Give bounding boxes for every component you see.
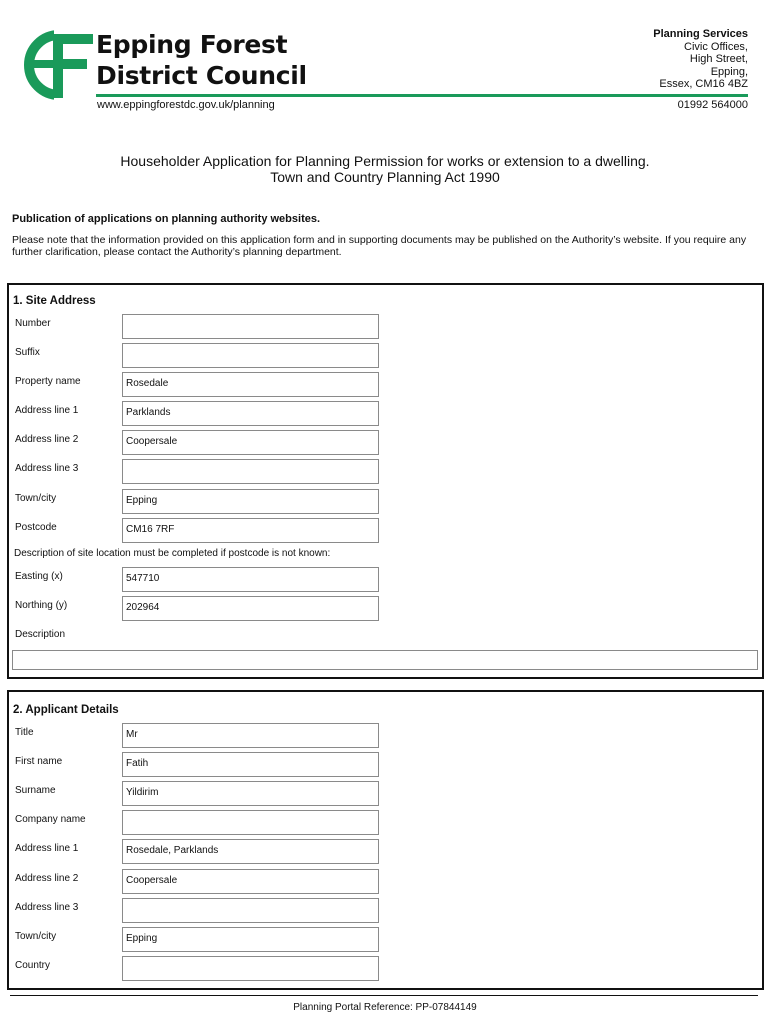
field-label: Surname (15, 785, 56, 796)
title-input[interactable] (122, 723, 379, 748)
council-address (653, 28, 748, 91)
site-address-title: 1. Site Address (13, 295, 96, 307)
field-value: Epping (126, 933, 158, 944)
site-address-line2-input[interactable] (122, 430, 379, 455)
address-line: Essex, CM16 4BZ (659, 78, 748, 91)
field-value: CM16 7RF (126, 524, 175, 535)
field-value: Parklands (126, 407, 171, 418)
address-line: Epping, (710, 65, 748, 78)
field-label: Property name (15, 376, 81, 387)
site-address-line3-input[interactable] (122, 459, 379, 484)
suffix-input[interactable] (122, 343, 379, 368)
field-label: Postcode (15, 522, 57, 533)
council-name-line1: Epping Forest (96, 30, 288, 59)
field-label: Address line 3 (15, 902, 79, 913)
field-value: Fatih (126, 758, 149, 769)
field-label: Address line 1 (15, 843, 79, 854)
company-name-input[interactable] (122, 810, 379, 835)
surname-input[interactable] (122, 781, 379, 806)
portal-reference: Planning Portal Reference: PP-07844149 (293, 1002, 477, 1013)
country-input[interactable] (122, 956, 379, 981)
field-value: Epping (126, 495, 158, 506)
address-line: Civic Offices, (684, 40, 748, 53)
dept-name: Planning Services (653, 28, 748, 40)
field-label: Company name (15, 814, 86, 825)
property-name-input[interactable] (122, 372, 379, 397)
description-label: Description (15, 629, 66, 640)
field-label: Easting (x) (15, 571, 63, 582)
field-label: Address line 3 (15, 463, 79, 474)
number-input[interactable] (122, 314, 379, 339)
northing-input[interactable] (122, 596, 379, 621)
publication-heading: Publication of applications on planning authority websites. (12, 213, 321, 225)
publication-text: Please note that the information provided on this application form and in supporting documents may be published on the Authority’s website. If you require any further clarification, please contact the Authority’s planning department. (12, 234, 747, 258)
council-logo (24, 26, 94, 104)
applicant-town-input[interactable] (122, 927, 379, 952)
field-label: Suffix (15, 347, 40, 358)
council-phone: 01992 564000 (677, 99, 748, 111)
field-label: Country (15, 960, 51, 971)
form-subtitle: Town and Country Planning Act 1990 (270, 169, 500, 185)
field-label: First name (15, 756, 63, 767)
council-name-line2: District Council (96, 61, 307, 90)
field-value: Coopersale (126, 875, 178, 886)
field-value: 202964 (126, 602, 160, 613)
field-label: Address line 1 (15, 405, 79, 416)
field-value: Mr (126, 729, 138, 740)
site-town-input[interactable] (122, 489, 379, 514)
applicant-address-line3-input[interactable] (122, 898, 379, 923)
easting-input[interactable] (122, 567, 379, 592)
field-label: Northing (y) (15, 600, 68, 611)
field-label: Address line 2 (15, 873, 79, 884)
field-value: 547710 (126, 573, 160, 584)
first-name-input[interactable] (122, 752, 379, 777)
applicant-address-line1-input[interactable] (122, 839, 379, 864)
field-label: Address line 2 (15, 434, 79, 445)
field-label: Town/city (15, 493, 57, 504)
field-value: Coopersale (126, 436, 178, 447)
applicant-title: 2. Applicant Details (13, 704, 119, 716)
form-title: Householder Application for Planning Permission for works or extension to a dwelling. (120, 153, 650, 169)
applicant-address-line2-input[interactable] (122, 869, 379, 894)
footer-rule (10, 995, 758, 996)
field-value: Rosedale, Parklands (126, 845, 219, 856)
field-value: Yildirim (126, 787, 159, 798)
applicant-section (7, 690, 764, 990)
field-label: Number (15, 318, 51, 329)
postcode-input[interactable] (122, 518, 379, 543)
site-address-section (7, 283, 764, 679)
description-input[interactable] (12, 650, 758, 670)
website-link[interactable]: www.eppingforestdc.gov.uk/planning (97, 99, 275, 111)
site-address-line1-input[interactable] (122, 401, 379, 426)
field-label: Town/city (15, 931, 57, 942)
header-rule (96, 94, 748, 97)
field-value: Rosedale (126, 378, 169, 389)
location-note: Description of site location must be completed if postcode is not known: (14, 548, 331, 559)
field-label: Title (15, 727, 34, 738)
address-line: High Street, (689, 53, 748, 66)
